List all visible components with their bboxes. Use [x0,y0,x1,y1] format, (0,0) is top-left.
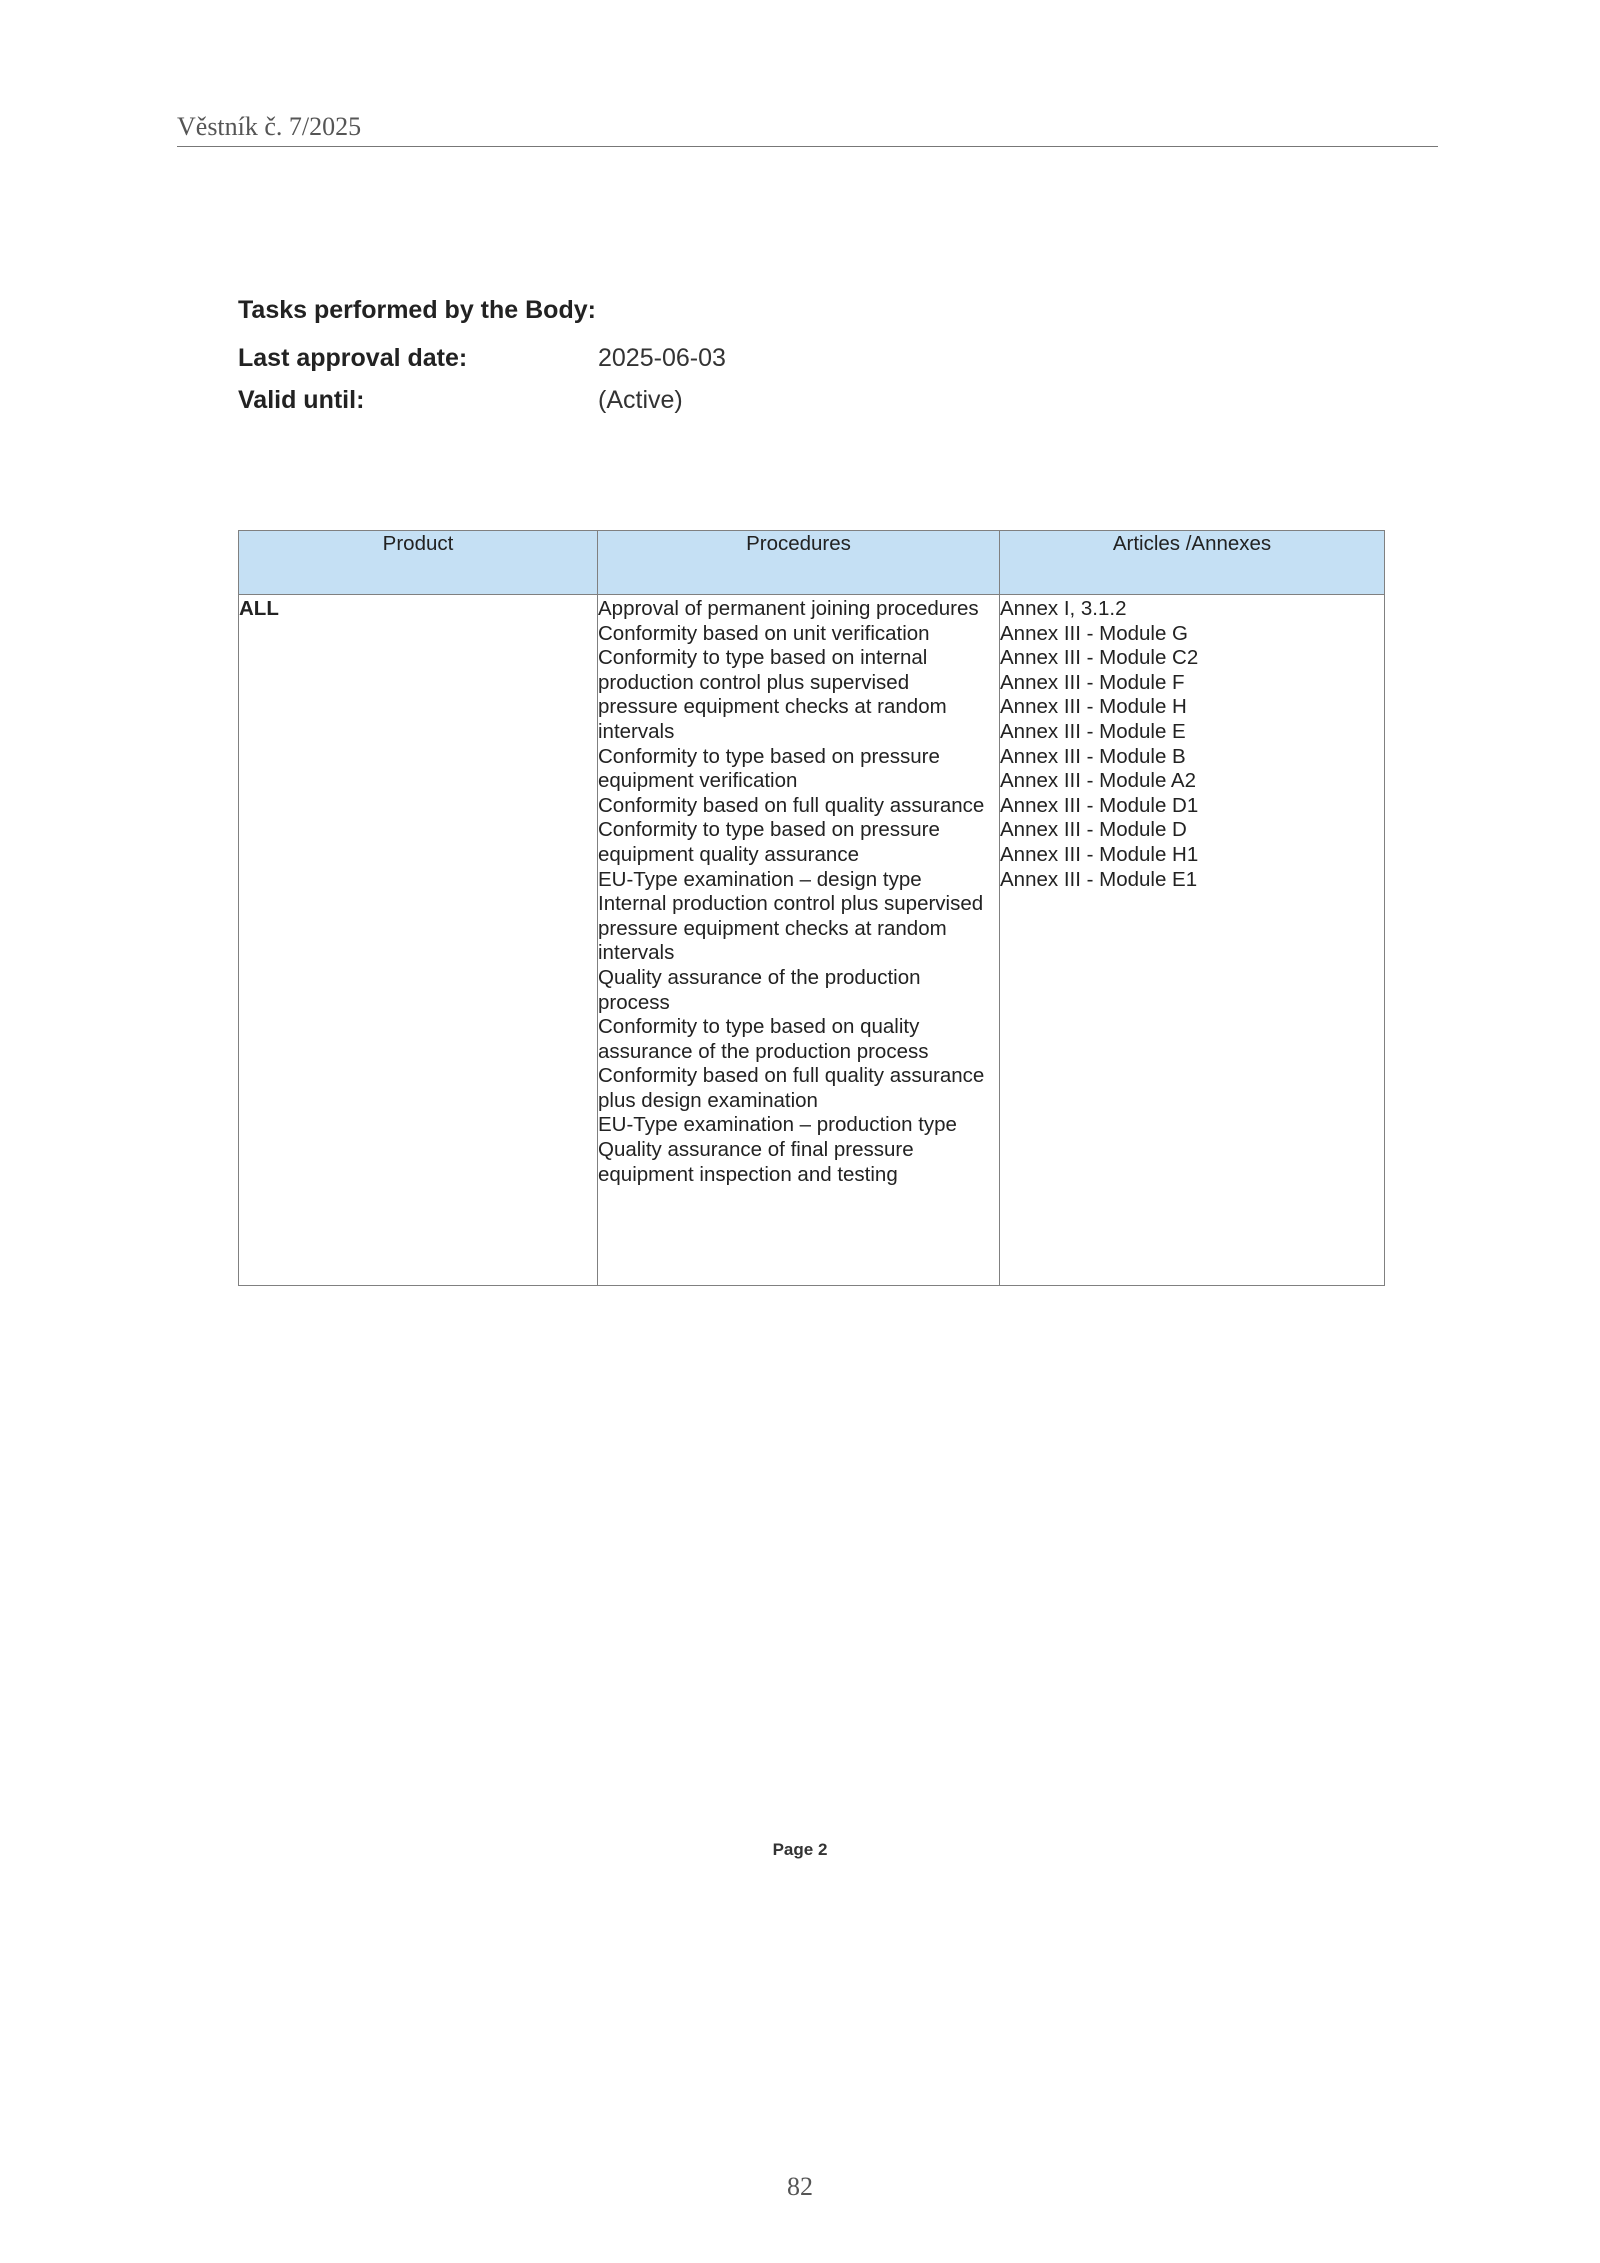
last-approval-value: 2025-06-03 [598,344,726,372]
page-label: Page 2 [772,1840,828,1859]
running-header: Věstník č. 7/2025 [177,112,362,141]
procedure-line: EU-Type examination – design type [598,867,922,891]
procedure-line: intervals [598,719,675,743]
article-line: Annex III - Module E [1000,719,1186,743]
procedure-line: plus design examination [598,1088,818,1112]
article-line: Annex III - Module A2 [1000,769,1197,793]
page-number: 82 [787,2172,813,2201]
product-cell: ALL [239,595,598,1286]
procedure-line: EU-Type examination – production type [598,1113,957,1137]
procedure-line: Approval of permanent joining procedures [598,597,979,620]
procedure-line: Quality assurance of the production [598,965,921,989]
procedures-cell [598,595,1000,1286]
last-approval-label: Last approval date: [238,344,468,372]
procedure-line: intervals [598,941,675,965]
article-line: Annex III - Module C2 [1000,646,1199,670]
procedure-line: Quality assurance of final pressure [598,1138,914,1162]
articles-cell [1000,595,1385,1286]
section-title: Tasks performed by the Body: [238,296,596,324]
procedure-line: pressure equipment checks at random [598,695,947,719]
procedure-line: equipment inspection and testing [598,1162,898,1186]
procedure-line: pressure equipment checks at random [598,916,947,940]
procedure-line: process [598,990,670,1014]
article-line: Annex III - Module H [1000,695,1187,719]
procedure-line: Conformity to type based on quality [598,1015,920,1039]
article-line: Annex III - Module D [1000,818,1187,842]
column-header-procedures: Procedures [598,531,1000,595]
article-line: Annex III - Module H1 [1000,842,1199,866]
procedure-line: equipment quality assurance [598,842,859,866]
procedure-line: Conformity to type based on pressure [598,818,940,842]
article-line: Annex III - Module G [1000,621,1189,645]
tasks-table [238,530,1385,1286]
column-header-articles: Articles /Annexes [1000,531,1385,595]
procedure-line: assurance of the production process [598,1039,929,1063]
article-line: Annex I, 3.1.2 [1000,597,1127,620]
article-line: Annex III - Module D1 [1000,793,1199,817]
table-header-row [239,531,1385,595]
procedure-line: equipment verification [598,769,798,793]
valid-until-label: Valid until: [238,386,365,414]
procedure-line: Internal production control plus supervised [598,892,984,916]
procedure-line: Conformity to type based on internal [598,646,928,670]
procedure-line: Conformity based on unit verification [598,621,930,645]
procedure-line: Conformity based on full quality assurance [598,1064,985,1088]
article-line: Annex III - Module E1 [1000,867,1198,891]
procedure-line: Conformity based on full quality assurance [598,793,985,817]
column-header-product: Product [239,531,598,595]
procedure-line: production control plus supervised [598,670,910,694]
procedure-line: Conformity to type based on pressure [598,744,940,768]
table-row [239,595,1385,1286]
article-line: Annex III - Module F [1000,670,1185,694]
valid-until-value: (Active) [598,386,683,414]
article-line: Annex III - Module B [1000,744,1186,768]
header-divider [177,146,1438,147]
